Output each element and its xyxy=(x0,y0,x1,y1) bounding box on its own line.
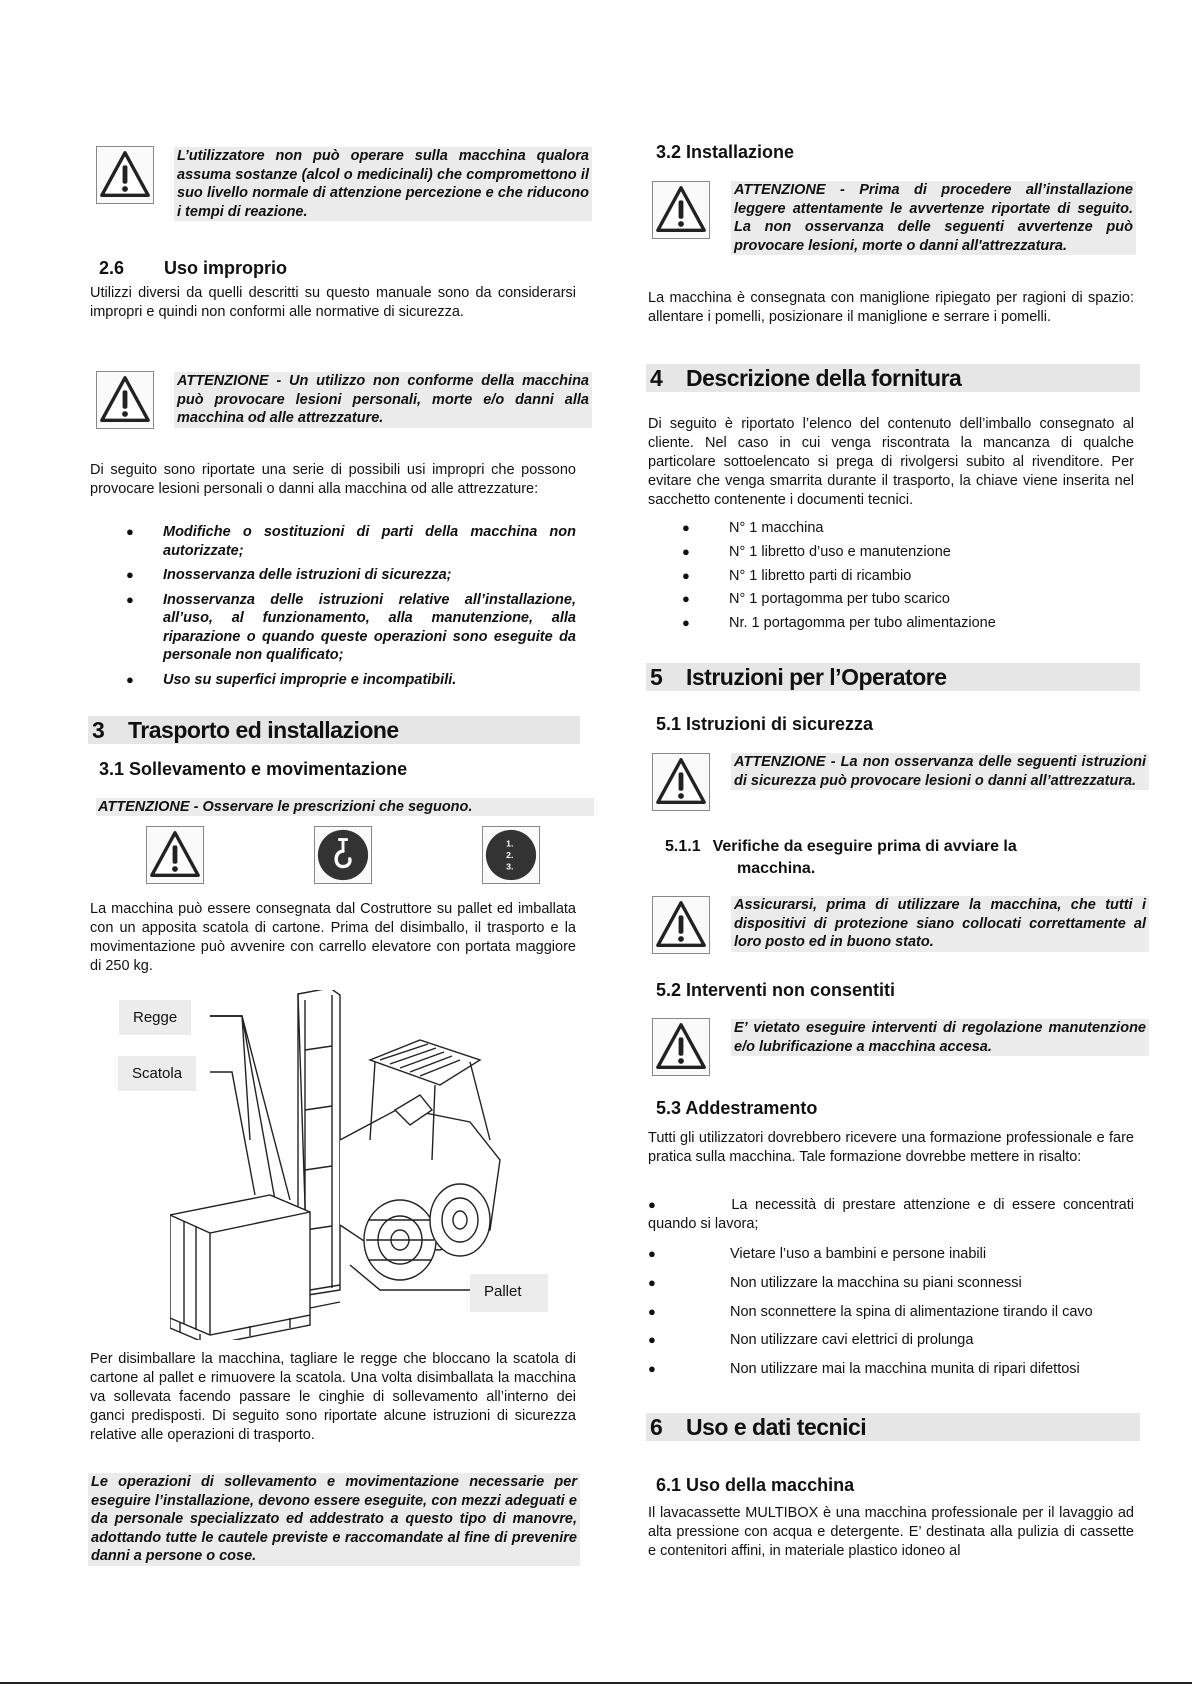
section-5-heading: 5 Istruzioni per l’Operatore xyxy=(646,663,1140,691)
section-5-1-1-heading: 5.1.1 Verifiche da eseguire prima di avviare la xyxy=(665,838,1017,855)
paragraph: Il lavacassette MULTIBOX è una macchina professionale per il lavaggio ad alta pressione con acqua e detergente. E’ destinata alla pulizia di cassette e contenitori affini, in materiale plastico idoneo al xyxy=(648,1505,1134,1559)
list-item: ● N° 1 portagomma per tubo scarico xyxy=(682,591,950,608)
section-2-6-heading xyxy=(99,258,287,279)
section-number: 2.6 xyxy=(99,258,125,278)
steps-icon xyxy=(482,826,540,884)
list-item: ● N° 1 libretto parti di ricambio xyxy=(682,567,912,584)
section-5-2-heading: 5.2 Interventi non consentiti xyxy=(656,980,896,1000)
list-item: ● N° 1 macchina xyxy=(682,520,824,536)
paragraph: Utilizzi diversi da quelli descritti su questo manuale sono da considerarsi impropri e quindi non conformi alle normative di sicurezza. xyxy=(90,285,576,320)
page-bottom-rule xyxy=(0,1682,1192,1684)
supply-list xyxy=(682,519,1122,633)
warning-icon xyxy=(96,146,154,204)
list-item: ● N° 1 libretto d’uso e manutenzione xyxy=(682,543,951,560)
figure-label-pallet: Pallet xyxy=(470,1274,548,1312)
list-item: ● Uso su superfici improprie e incompatibili. xyxy=(126,671,457,688)
warning-icon xyxy=(652,181,710,239)
training-first-item: ● La necessità di prestare attenzione e di essere concentrati quando si lavora; xyxy=(648,1197,1134,1232)
section-5-1-heading: 5.1 Istruzioni di sicurezza xyxy=(656,714,874,734)
warning-installation: ATTENZIONE - Prima di procedere all’installazione leggere attentamente le avvertenze riportate di seguito. La non osservanza delle seguenti avvertenze può provocare lesioni, morte o danni all'attrezzatura. xyxy=(731,181,1136,255)
forklift-illustration xyxy=(170,990,510,1340)
svg-text:3.: 3. xyxy=(506,861,514,872)
list-item: ● Non sconnettere la spina di alimentazione tirando il cavo xyxy=(648,1303,1093,1320)
warning-misuse: ATTENZIONE - Un utilizzo non conforme della macchina può provocare lesioni personali, morte e/o danni alla macchina od alle attrezzature. xyxy=(174,372,592,428)
warning-protection-devices: Assicurarsi, prima di utilizzare la macchina, che tutti i dispositivi di protezione siano collocati correttamente al loro posto ed in buono stato. xyxy=(731,896,1149,952)
paragraph: La macchina può essere consegnata dal Costruttore su pallet ed imballata con un apposita scatola di cartone. Prima del disimballo, il trasporto e la movimentazione può avvenire con carrello elevatore con portata maggiore di 250 kg. xyxy=(90,901,576,974)
list-item: ● Inosservanza delle istruzioni di sicurezza; xyxy=(126,567,452,583)
list-item: ● Non utilizzare mai la macchina munita di ripari difettosi xyxy=(648,1361,1080,1378)
warning-safety: ATTENZIONE - La non osservanza delle seguenti istruzioni di sicurezza può provocare lesioni o danni all’attrezzatura. xyxy=(731,753,1149,790)
list-item: ● Modifiche o sostituzioni di parti della macchina non autorizzate; xyxy=(126,524,576,559)
list-item: ● Non utilizzare cavi elettrici di prolunga xyxy=(648,1332,974,1349)
warning-icon xyxy=(652,753,710,811)
list-item: ● Inosservanza delle istruzioni relative all’installazione, all’uso, al funzionamento, alla manutenzione, alla riparazione o quando queste operazioni sono eseguite da personale non qualificato; xyxy=(126,591,576,663)
warning-icon xyxy=(146,826,204,884)
paragraph: Di seguito è riportato l’elenco del contenuto dell’imballo consegnato al cliente. Nel caso in cui venga riscontrata la mancanza di qualche particolare sottoelencato si prega di rivolgersi subito al rivenditore. Per evitare che venga smarrita durante il trasporto, la chiave viene inserita nel sacchetto contenente i documenti tecnici. xyxy=(648,416,1134,508)
section-6-heading: 6 Uso e dati tecnici xyxy=(646,1413,1140,1441)
section-6-1-heading: 6.1 Uso della macchina xyxy=(656,1475,855,1495)
list-item: ● Vietare l’uso a bambini e persone inabili xyxy=(648,1246,987,1262)
list-item: ● Non utilizzare la macchina su piani sconnessi xyxy=(648,1274,1022,1291)
section-5-1-1-heading-cont: macchina. xyxy=(737,860,816,877)
section-3-heading: 3 Trasporto ed installazione xyxy=(88,716,580,744)
paragraph: La macchina è consegnata con maniglione ripiegato per ragioni di spazio: allentare i pomelli, posizionare il maniglione e serrare i pomelli. xyxy=(648,290,1134,325)
paragraph: Tutti gli utilizzatori dovrebbero ricevere una formazione professionale e fare pratica sulla macchina. Tale formazione dovrebbe mettere in risalto: xyxy=(648,1130,1134,1165)
section-4-heading: 4 Descrizione della fornitura xyxy=(646,364,1140,392)
paragraph: Di seguito sono riportate una serie di possibili usi impropri che possono provocare lesioni personali o danni alla macchina od alle attrezzature: xyxy=(90,462,576,497)
section-3-2-heading: 3.2 Installazione xyxy=(656,142,795,162)
warning-prescriptions: ATTENZIONE - Osservare le prescrizioni che seguono. xyxy=(96,798,594,816)
figure-label-scatola: Scatola xyxy=(118,1056,196,1091)
warning-impairment: L’utilizzatore non può operare sulla macchina qualora assuma sostanze (alcol o medicinali) che compromettono il suo livello normale di attenzione percezione e che riducono i tempi di reazione. xyxy=(174,147,592,221)
warning-icon xyxy=(652,1018,710,1076)
warning-icon xyxy=(96,371,154,429)
section-3-1-heading: 3.1 Sollevamento e movimentazione xyxy=(99,759,408,779)
warning-lifting: Le operazioni di sollevamento e movimentazione necessarie per eseguire l’installazione, devono essere eseguite, con mezzi adeguati e da personale specializzato ed addestrato a questo tipo di manovre, adottando tutte le cautele previste e raccomandate al fine di prevenire danni a persone o cose. xyxy=(88,1473,580,1566)
warning-icon xyxy=(652,896,710,954)
section-title: Uso improprio xyxy=(164,258,288,278)
paragraph: Per disimballare la macchina, tagliare le regge che bloccano la scatola di cartone al pallet e rimuovere la scatola. Una volta disimballata la macchina va sollevata facendo passare le cinghie di sollevamento all’interno dei ganci predisposti. Di seguito sono riportate alcune istruzioni di sicurezza relative alle operazioni di trasporto. xyxy=(90,1351,576,1443)
section-5-3-heading: 5.3 Addestramento xyxy=(656,1098,818,1118)
misuse-list xyxy=(126,523,576,689)
list-item: ● Nr. 1 portagomma per tubo alimentazione xyxy=(682,615,996,632)
figure-label-regge: Regge xyxy=(119,1000,191,1035)
lifting-hook-icon xyxy=(314,826,372,884)
training-list xyxy=(648,1245,1134,1379)
svg-text:2.: 2. xyxy=(506,849,514,860)
warning-maintenance: E’ vietato eseguire interventi di regolazione manutenzione e/o lubrificazione a macchina accesa. xyxy=(731,1019,1149,1056)
svg-text:1.: 1. xyxy=(506,838,514,849)
